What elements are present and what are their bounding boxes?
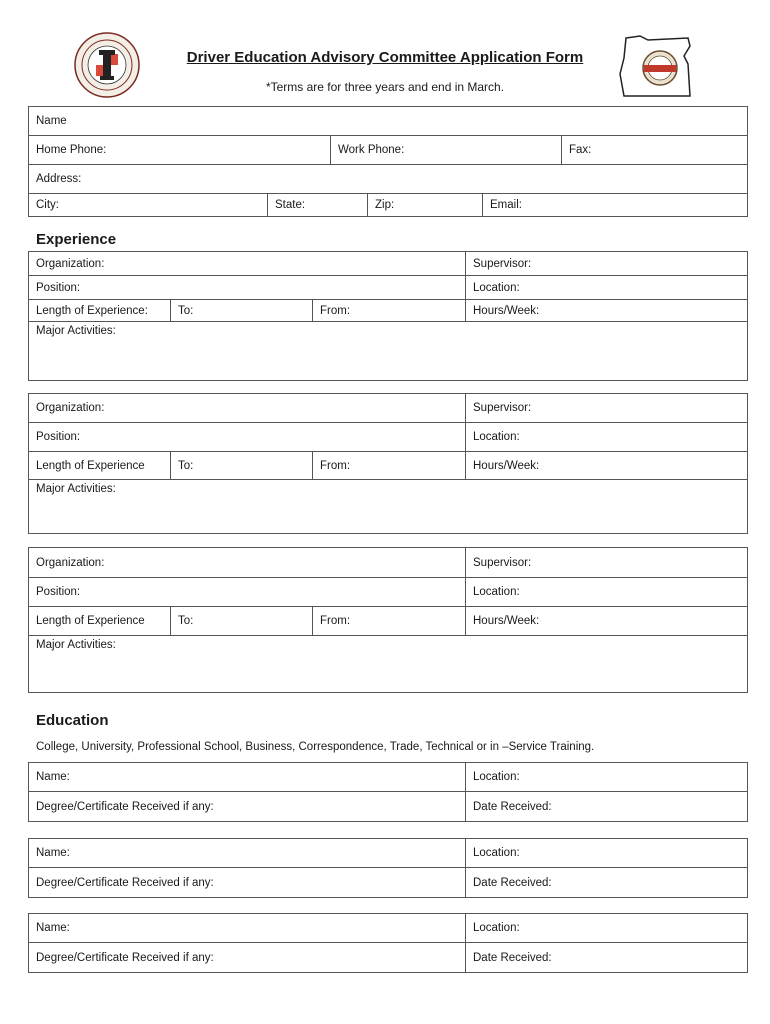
school-location-field[interactable]: [465, 914, 747, 942]
email-field[interactable]: [482, 194, 747, 216]
degree-label: Degree/Certificate Received if any:: [36, 876, 214, 889]
to-field[interactable]: [170, 300, 312, 321]
length-of-experience-label-cell: [29, 300, 170, 321]
fax-label: Fax:: [569, 144, 592, 156]
name-label: Name: [36, 115, 67, 127]
to-label: To:: [178, 615, 194, 627]
to-label: To:: [178, 304, 194, 317]
fax-field[interactable]: [561, 136, 747, 164]
from-label: From:: [320, 459, 351, 472]
organization-field[interactable]: [29, 394, 465, 422]
supervisor-field[interactable]: [465, 252, 747, 275]
position-label: Position:: [36, 431, 81, 443]
organization-label: Organization:: [36, 556, 105, 569]
school-name-label: Name:: [36, 771, 70, 783]
supervisor-label: Supervisor:: [473, 402, 532, 414]
degree-label: Degree/Certificate Received if any:: [36, 800, 214, 813]
hours-week-field[interactable]: [465, 452, 747, 479]
zip-field[interactable]: [367, 194, 482, 216]
date-received-field[interactable]: [465, 792, 747, 821]
experience-heading: Experience: [36, 231, 117, 248]
length-of-experience-label-cell: [29, 607, 170, 635]
education-block-3: [28, 913, 748, 973]
terms-note: *Terms are for three years and end in March.: [265, 80, 505, 94]
state-label: State:: [275, 199, 306, 211]
location-label: Location:: [473, 431, 520, 443]
education-note: College, University, Professional School, Business, Correspondence, Trade, Technical or in –Service Training.: [36, 741, 595, 753]
education-block-2: [28, 838, 748, 898]
major-activities-field[interactable]: [29, 636, 747, 692]
location-field[interactable]: [465, 276, 747, 299]
location-label: Location:: [473, 281, 520, 294]
date-received-label: Date Received:: [473, 951, 552, 964]
experience-block-1: [28, 251, 748, 381]
supervisor-field[interactable]: [465, 394, 747, 422]
degree-field[interactable]: [29, 868, 465, 897]
city-field[interactable]: [29, 194, 267, 216]
organization-field[interactable]: [29, 548, 465, 577]
degree-field[interactable]: [29, 792, 465, 821]
contact-info-table: [28, 106, 748, 217]
position-field[interactable]: [29, 276, 465, 299]
from-field[interactable]: [312, 300, 465, 321]
supervisor-field[interactable]: [465, 548, 747, 577]
supervisor-label: Supervisor:: [473, 257, 532, 270]
major-activities-field[interactable]: [29, 322, 747, 380]
school-name-field[interactable]: [29, 914, 465, 942]
work-phone-label: Work Phone:: [338, 144, 405, 156]
school-location-field[interactable]: [465, 763, 747, 791]
date-received-label: Date Received:: [473, 876, 552, 889]
major-activities-field[interactable]: [29, 480, 747, 533]
zip-label: Zip:: [375, 199, 395, 211]
position-label: Position:: [36, 586, 81, 598]
school-name-field[interactable]: [29, 839, 465, 867]
education-block-1: [28, 762, 748, 822]
state-field[interactable]: [267, 194, 367, 216]
school-location-label: Location:: [473, 847, 520, 859]
from-field[interactable]: [312, 452, 465, 479]
home-phone-label: Home Phone:: [36, 144, 107, 156]
location-field[interactable]: [465, 423, 747, 451]
from-field[interactable]: [312, 607, 465, 635]
email-label: Email:: [490, 199, 522, 211]
city-label: City:: [36, 199, 59, 211]
address-field[interactable]: [29, 165, 747, 193]
degree-label: Degree/Certificate Received if any:: [36, 951, 214, 964]
date-received-field[interactable]: [465, 943, 747, 972]
form-title: Driver Education Advisory Committee Application Form: [186, 49, 584, 66]
supervisor-label: Supervisor:: [473, 556, 532, 569]
address-label: Address:: [36, 173, 82, 185]
length-label: Length of Experience: [36, 459, 145, 472]
position-field[interactable]: [29, 578, 465, 606]
education-heading: Education: [36, 712, 109, 729]
major-activities-label: Major Activities:: [36, 639, 116, 651]
position-field[interactable]: [29, 423, 465, 451]
location-label: Location:: [473, 586, 520, 598]
name-field[interactable]: [29, 107, 747, 135]
school-name-field[interactable]: [29, 763, 465, 791]
school-location-label: Location:: [473, 771, 520, 783]
length-label: Length of Experience:: [36, 304, 148, 317]
organization-label: Organization:: [36, 402, 105, 414]
major-activities-label: Major Activities:: [36, 483, 116, 495]
hours-week-label: Hours/Week:: [473, 304, 540, 317]
to-field[interactable]: [170, 607, 312, 635]
organization-field[interactable]: [29, 252, 465, 275]
school-name-label: Name:: [36, 922, 70, 934]
major-activities-label: Major Activities:: [36, 325, 116, 337]
length-label: Length of Experience: [36, 615, 145, 627]
work-phone-field[interactable]: [330, 136, 561, 164]
date-received-label: Date Received:: [473, 800, 552, 813]
home-phone-field[interactable]: [29, 136, 330, 164]
organization-label: Organization:: [36, 257, 105, 270]
position-label: Position:: [36, 281, 81, 294]
experience-block-2: [28, 393, 748, 534]
length-of-experience-label-cell: [29, 452, 170, 479]
school-location-field[interactable]: [465, 839, 747, 867]
hours-week-label: Hours/Week:: [473, 615, 540, 627]
location-field[interactable]: [465, 578, 747, 606]
from-label: From:: [320, 615, 351, 627]
hours-week-field[interactable]: [465, 607, 747, 635]
to-field[interactable]: [170, 452, 312, 479]
hours-week-label: Hours/Week:: [473, 459, 540, 472]
from-label: From:: [320, 304, 351, 317]
to-label: To:: [178, 459, 194, 472]
hours-week-field[interactable]: [465, 300, 747, 321]
school-location-label: Location:: [473, 922, 520, 934]
date-received-field[interactable]: [465, 868, 747, 897]
experience-block-3: [28, 547, 748, 693]
school-name-label: Name:: [36, 847, 70, 859]
degree-field[interactable]: [29, 943, 465, 972]
